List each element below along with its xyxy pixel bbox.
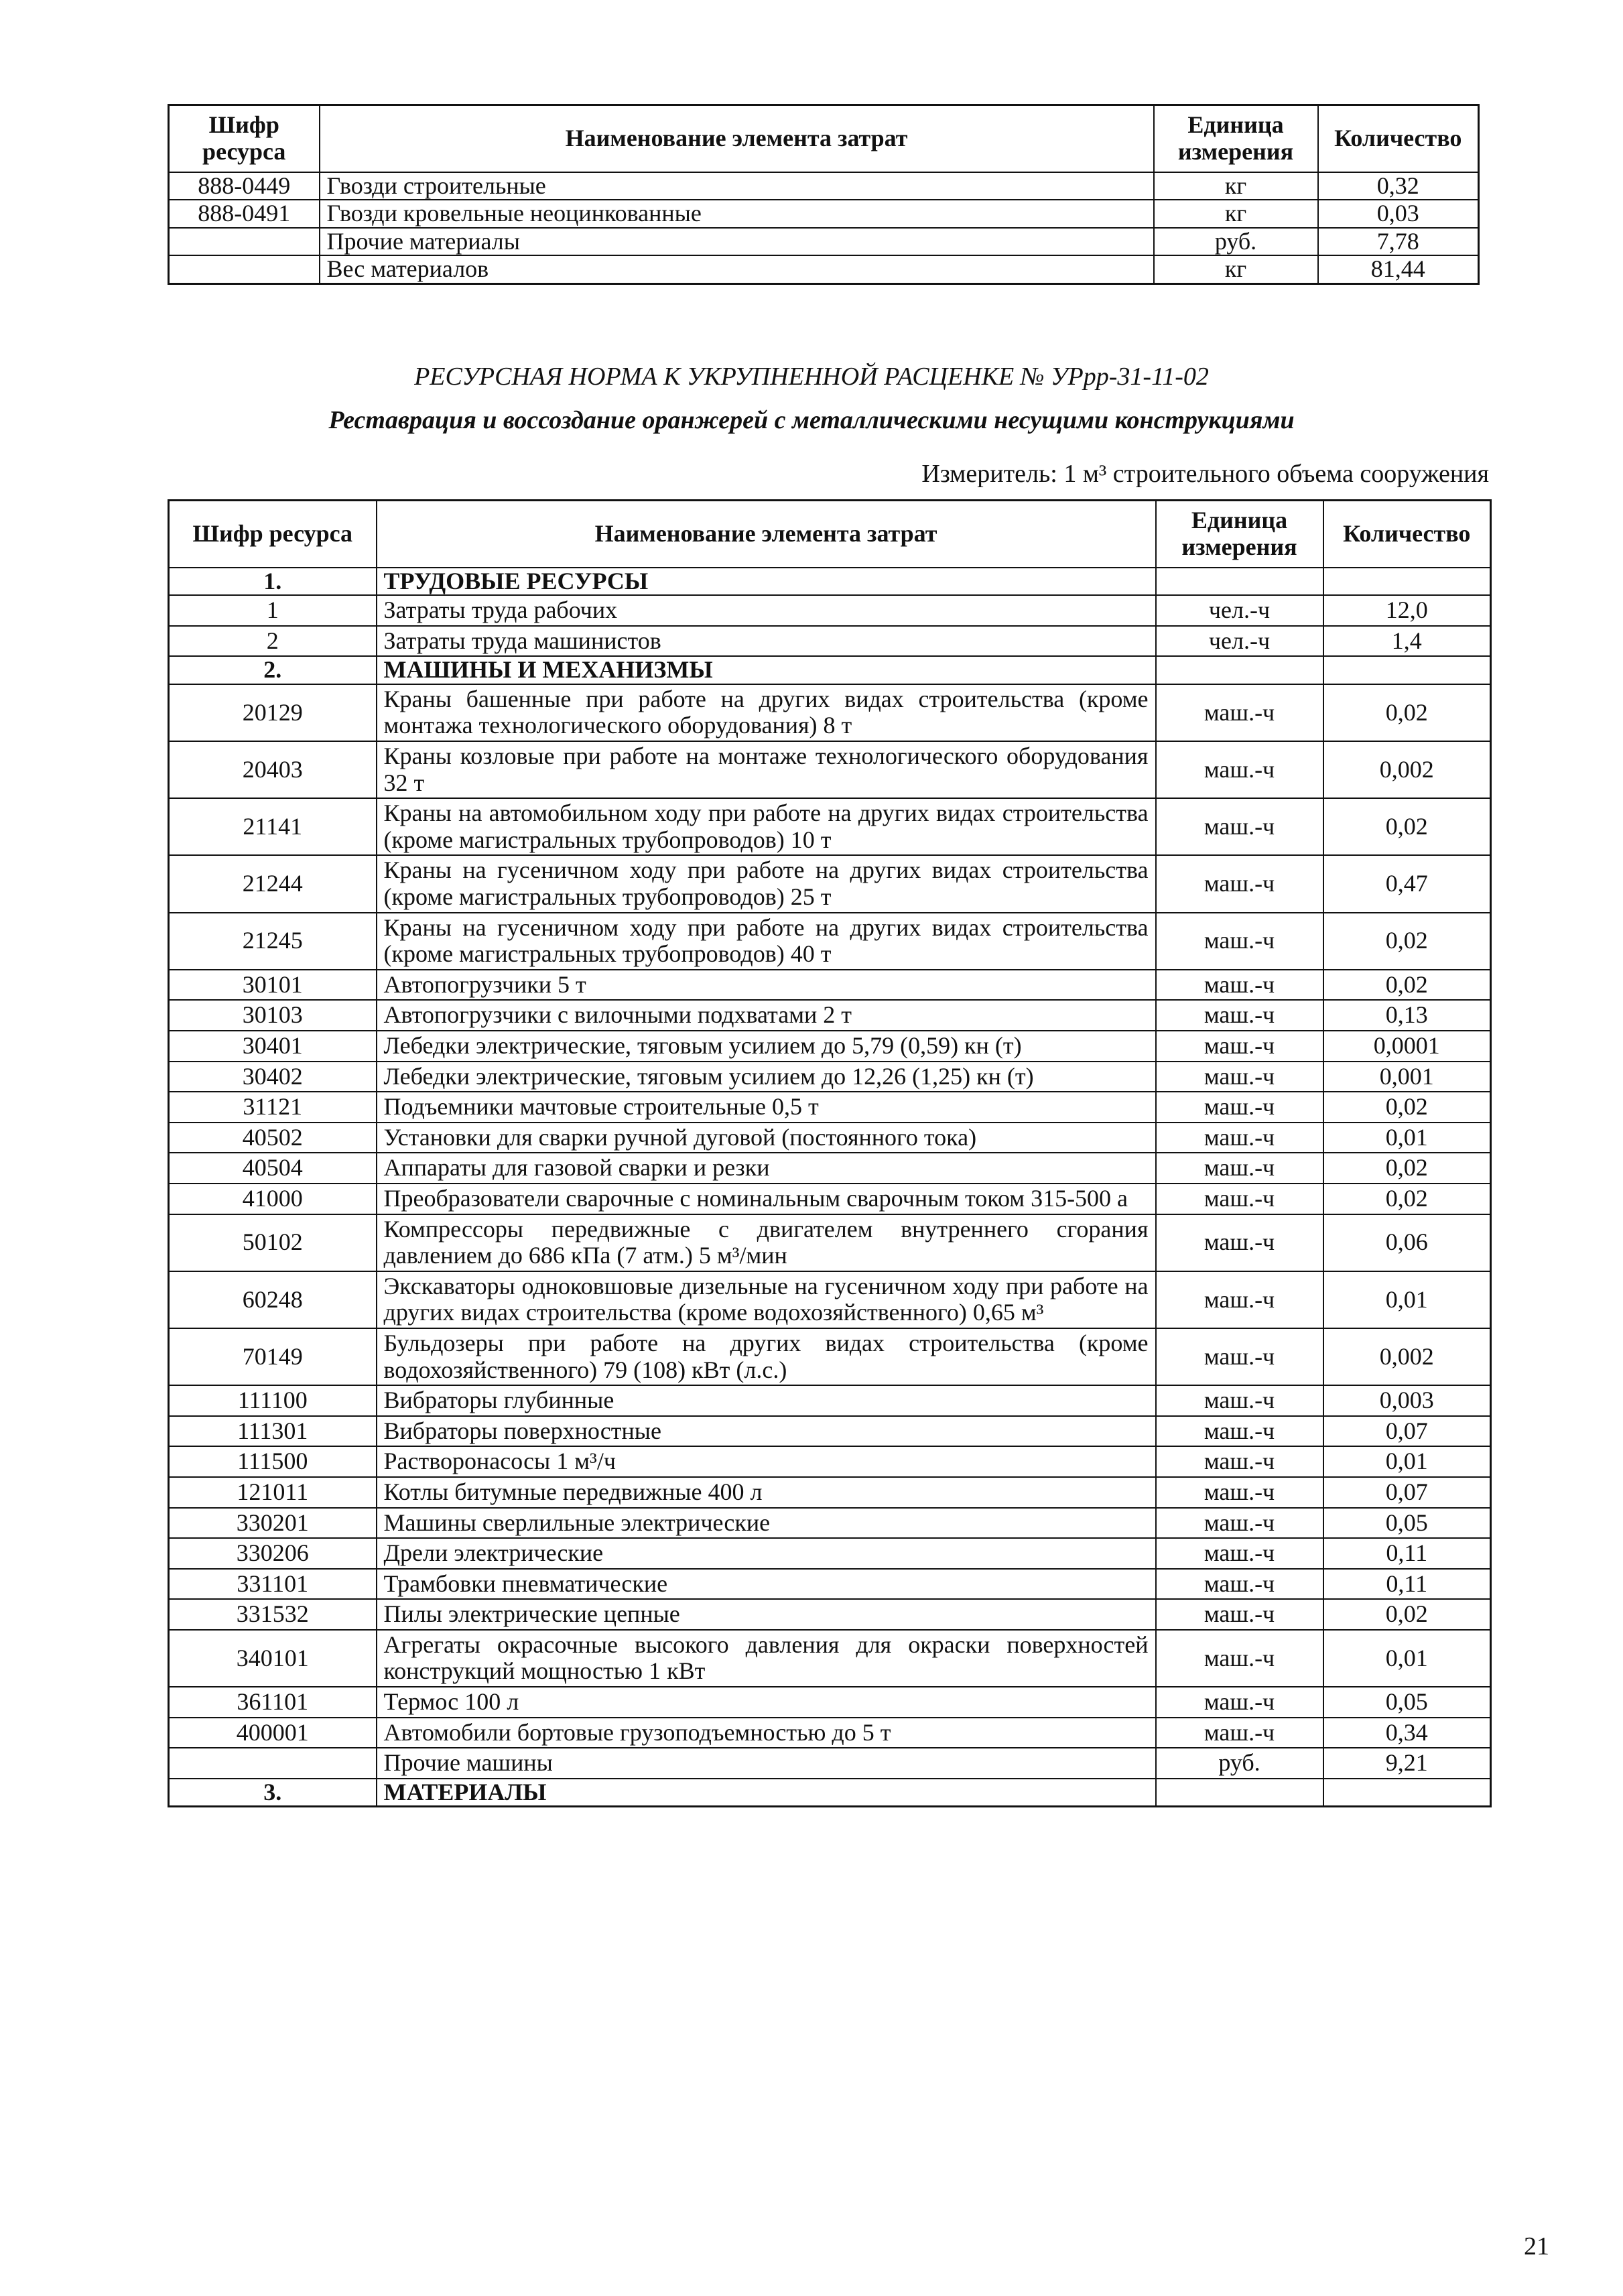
header-unit: Единица измерения <box>1154 105 1318 172</box>
code-cell: 888-0491 <box>169 200 320 228</box>
qty-cell: 12,0 <box>1323 595 1491 626</box>
table-row <box>169 1123 1491 1153</box>
code-cell: 21141 <box>169 798 377 855</box>
unit-cell <box>1156 656 1323 684</box>
table-row <box>169 172 1479 200</box>
name-cell: Краны на гусеничном ходу при работе на других видах строительства (кроме магистральных трубопроводов) 40 т <box>377 913 1156 970</box>
qty-cell: 0,01 <box>1323 1271 1491 1328</box>
code-cell <box>169 1748 377 1779</box>
section-row <box>169 1779 1491 1807</box>
unit-cell: маш.-ч <box>1156 1385 1323 1416</box>
qty-cell: 0,01 <box>1323 1123 1491 1153</box>
table-row <box>169 1446 1491 1477</box>
table-row <box>169 1687 1491 1718</box>
name-cell: Термос 100 л <box>377 1687 1156 1718</box>
qty-cell: 0,32 <box>1318 172 1479 200</box>
unit-cell: маш.-ч <box>1156 913 1323 970</box>
qty-cell: 9,21 <box>1323 1748 1491 1779</box>
unit-cell: маш.-ч <box>1156 855 1323 912</box>
unit-cell: маш.-ч <box>1156 1538 1323 1569</box>
unit-cell: маш.-ч <box>1156 1569 1323 1600</box>
unit-cell: маш.-ч <box>1156 1184 1323 1214</box>
table-row <box>169 1538 1491 1569</box>
qty-cell: 0,02 <box>1323 798 1491 855</box>
table-row <box>169 1214 1491 1271</box>
name-cell: Установки для сварки ручной дуговой (постоянного тока) <box>377 1123 1156 1153</box>
unit-cell: маш.-ч <box>1156 1328 1323 1385</box>
section-row <box>169 568 1491 596</box>
code-cell: 30401 <box>169 1031 377 1062</box>
unit-cell: кг <box>1154 255 1318 283</box>
unit-cell: маш.-ч <box>1156 1477 1323 1508</box>
qty-cell: 0,003 <box>1323 1385 1491 1416</box>
code-cell: 111100 <box>169 1385 377 1416</box>
section-row <box>169 656 1491 684</box>
name-cell: МАШИНЫ И МЕХАНИЗМЫ <box>377 656 1156 684</box>
qty-cell: 0,02 <box>1323 1184 1491 1214</box>
name-cell: Аппараты для газовой сварки и резки <box>377 1153 1156 1184</box>
table-row <box>169 1569 1491 1600</box>
unit-cell: маш.-ч <box>1156 1123 1323 1153</box>
table-row <box>169 1062 1491 1092</box>
table-row <box>169 1153 1491 1184</box>
unit-cell: маш.-ч <box>1156 1416 1323 1447</box>
unit-cell: маш.-ч <box>1156 1214 1323 1271</box>
qty-cell: 0,06 <box>1323 1214 1491 1271</box>
unit-cell: маш.-ч <box>1156 798 1323 855</box>
name-cell: Краны на гусеничном ходу при работе на других видах строительства (кроме магистральных трубопроводов) 25 т <box>377 855 1156 912</box>
header-name: Наименование элемента затрат <box>377 501 1156 568</box>
name-cell: Затраты труда машинистов <box>377 626 1156 657</box>
name-cell: Автопогрузчики с вилочными подхватами 2 т <box>377 1000 1156 1031</box>
table-header-row <box>169 105 1479 172</box>
header-name: Наименование элемента затрат <box>320 105 1154 172</box>
name-cell: Экскаваторы одноковшовые дизельные на гусеничном ходу при работе на других видах строительства (кроме водохозяйственного) 0,65 м³ <box>377 1271 1156 1328</box>
qty-cell: 81,44 <box>1318 255 1479 283</box>
unit-cell: маш.-ч <box>1156 1031 1323 1062</box>
code-cell: 30402 <box>169 1062 377 1092</box>
name-cell: Компрессоры передвижные с двигателем внутреннего сгорания давлением до 686 кПа (7 атм.) 5 м³/мин <box>377 1214 1156 1271</box>
unit-cell: руб. <box>1156 1748 1323 1779</box>
qty-cell: 0,002 <box>1323 1328 1491 1385</box>
code-cell: 121011 <box>169 1477 377 1508</box>
name-cell: Бульдозеры при работе на других видах строительства (кроме водохозяйственного) 79 (108) кВт (л.с.) <box>377 1328 1156 1385</box>
table-row <box>169 255 1479 283</box>
qty-cell <box>1323 568 1491 596</box>
unit-cell: маш.-ч <box>1156 1630 1323 1687</box>
table-row <box>169 1328 1491 1385</box>
name-cell: Лебедки электрические, тяговым усилием до 12,26 (1,25) кн (т) <box>377 1062 1156 1092</box>
qty-cell: 0,02 <box>1323 1599 1491 1630</box>
code-cell: 111500 <box>169 1446 377 1477</box>
name-cell: МАТЕРИАЛЫ <box>377 1779 1156 1807</box>
code-cell: 330206 <box>169 1538 377 1569</box>
unit-cell: маш.-ч <box>1156 684 1323 741</box>
name-cell: Вибраторы поверхностные <box>377 1416 1156 1447</box>
code-cell: 30103 <box>169 1000 377 1031</box>
name-cell: Подъемники мачтовые строительные 0,5 т <box>377 1092 1156 1123</box>
table-row <box>169 1718 1491 1748</box>
unit-cell: маш.-ч <box>1156 1718 1323 1748</box>
unit-cell: чел.-ч <box>1156 595 1323 626</box>
resource-norm-table <box>168 499 1492 1807</box>
code-cell: 21245 <box>169 913 377 970</box>
qty-cell: 0,11 <box>1323 1569 1491 1600</box>
code-cell: 70149 <box>169 1328 377 1385</box>
code-cell: 60248 <box>169 1271 377 1328</box>
table-row <box>169 1385 1491 1416</box>
unit-cell <box>1156 1779 1323 1807</box>
name-cell: Краны на автомобильном ходу при работе на других видах строительства (кроме магистральных трубопроводов) 10 т <box>377 798 1156 855</box>
measure-unit: Измеритель: 1 м³ строительного объема сооружения <box>921 460 1489 488</box>
qty-cell: 0,01 <box>1323 1630 1491 1687</box>
table-row <box>169 1508 1491 1539</box>
code-cell: 20403 <box>169 741 377 798</box>
unit-cell: кг <box>1154 172 1318 200</box>
code-cell: 40504 <box>169 1153 377 1184</box>
code-cell: 361101 <box>169 1687 377 1718</box>
qty-cell: 0,002 <box>1323 741 1491 798</box>
qty-cell: 0,02 <box>1323 1153 1491 1184</box>
table-row <box>169 595 1491 626</box>
name-cell: Гвозди строительные <box>320 172 1154 200</box>
code-cell: 40502 <box>169 1123 377 1153</box>
qty-cell: 7,78 <box>1318 228 1479 256</box>
qty-cell: 0,07 <box>1323 1416 1491 1447</box>
code-cell: 31121 <box>169 1092 377 1123</box>
name-cell: Преобразователи сварочные с номинальным сварочным током 315-500 а <box>377 1184 1156 1214</box>
name-cell: Краны башенные при работе на других видах строительства (кроме монтажа технологического оборудования) 8 т <box>377 684 1156 741</box>
name-cell: Лебедки электрические, тяговым усилием до 5,79 (0,59) кн (т) <box>377 1031 1156 1062</box>
name-cell: Агрегаты окрасочные высокого давления для окраски поверхностей конструкций мощностью 1 кВт <box>377 1630 1156 1687</box>
name-cell: Дрели электрические <box>377 1538 1156 1569</box>
code-cell: 111301 <box>169 1416 377 1447</box>
qty-cell: 0,03 <box>1318 200 1479 228</box>
name-cell: Пилы электрические цепные <box>377 1599 1156 1630</box>
qty-cell: 0,11 <box>1323 1538 1491 1569</box>
code-cell: 1 <box>169 595 377 626</box>
unit-cell <box>1156 568 1323 596</box>
code-cell: 2 <box>169 626 377 657</box>
unit-cell: маш.-ч <box>1156 1271 1323 1328</box>
table-row <box>169 1630 1491 1687</box>
qty-cell: 1,4 <box>1323 626 1491 657</box>
header-qty: Количество <box>1323 501 1491 568</box>
qty-cell: 0,47 <box>1323 855 1491 912</box>
name-cell: Прочие машины <box>377 1748 1156 1779</box>
unit-cell: маш.-ч <box>1156 741 1323 798</box>
name-cell: Краны козловые при работе на монтаже технологического оборудования 32 т <box>377 741 1156 798</box>
qty-cell <box>1323 656 1491 684</box>
header-qty: Количество <box>1318 105 1479 172</box>
code-cell: 330201 <box>169 1508 377 1539</box>
page-title: РЕСУРСНАЯ НОРМА К УКРУПНЕННОЙ РАСЦЕНКЕ № УРрр-31-11-02 <box>414 363 1209 391</box>
code-cell <box>169 255 320 283</box>
qty-cell: 0,02 <box>1323 913 1491 970</box>
table-row <box>169 1477 1491 1508</box>
unit-cell: руб. <box>1154 228 1318 256</box>
table-row <box>169 1416 1491 1447</box>
table-row <box>169 1000 1491 1031</box>
qty-cell: 0,02 <box>1323 684 1491 741</box>
qty-cell: 0,02 <box>1323 1092 1491 1123</box>
code-cell: 888-0449 <box>169 172 320 200</box>
code-cell: 340101 <box>169 1630 377 1687</box>
qty-cell: 0,05 <box>1323 1687 1491 1718</box>
name-cell: Прочие материалы <box>320 228 1154 256</box>
code-cell: 2. <box>169 656 377 684</box>
code-cell: 21244 <box>169 855 377 912</box>
name-cell: Вибраторы глубинные <box>377 1385 1156 1416</box>
name-cell: Вес материалов <box>320 255 1154 283</box>
code-cell: 1. <box>169 568 377 596</box>
code-cell <box>169 228 320 256</box>
qty-cell: 0,13 <box>1323 1000 1491 1031</box>
unit-cell: чел.-ч <box>1156 626 1323 657</box>
code-cell: 50102 <box>169 1214 377 1271</box>
header-unit: Единица измерения <box>1156 501 1323 568</box>
table-row <box>169 1184 1491 1214</box>
qty-cell: 0,07 <box>1323 1477 1491 1508</box>
name-cell: Автомобили бортовые грузоподъемностью до 5 т <box>377 1718 1156 1748</box>
name-cell: Гвозди кровельные неоцинкованные <box>320 200 1154 228</box>
materials-table-continued <box>168 104 1480 285</box>
table-row <box>169 741 1491 798</box>
unit-cell: маш.-ч <box>1156 1092 1323 1123</box>
code-cell: 331101 <box>169 1569 377 1600</box>
table-row <box>169 684 1491 741</box>
qty-cell: 0,02 <box>1323 970 1491 1001</box>
table-row <box>169 798 1491 855</box>
name-cell: Затраты труда рабочих <box>377 595 1156 626</box>
name-cell: ТРУДОВЫЕ РЕСУРСЫ <box>377 568 1156 596</box>
table-row <box>169 1748 1491 1779</box>
code-cell: 30101 <box>169 970 377 1001</box>
page-number: 21 <box>1524 2232 1549 2260</box>
code-cell: 3. <box>169 1779 377 1807</box>
table-row <box>169 970 1491 1001</box>
qty-cell <box>1323 1779 1491 1807</box>
qty-cell: 0,001 <box>1323 1062 1491 1092</box>
table-header-row <box>169 501 1491 568</box>
qty-cell: 0,05 <box>1323 1508 1491 1539</box>
table-row <box>169 1271 1491 1328</box>
name-cell: Трамбовки пневматические <box>377 1569 1156 1600</box>
unit-cell: маш.-ч <box>1156 1000 1323 1031</box>
qty-cell: 0,01 <box>1323 1446 1491 1477</box>
name-cell: Растворонасосы 1 м³/ч <box>377 1446 1156 1477</box>
table-row <box>169 855 1491 912</box>
unit-cell: маш.-ч <box>1156 1508 1323 1539</box>
page-subtitle: Реставрация и воссоздание оранжерей с металлическими несущими конструкциями <box>328 406 1295 434</box>
unit-cell: маш.-ч <box>1156 1687 1323 1718</box>
header-code: Шифр ресурса <box>169 105 320 172</box>
table-row <box>169 1092 1491 1123</box>
code-cell: 20129 <box>169 684 377 741</box>
unit-cell: маш.-ч <box>1156 970 1323 1001</box>
unit-cell: маш.-ч <box>1156 1153 1323 1184</box>
table-row <box>169 228 1479 256</box>
qty-cell: 0,0001 <box>1323 1031 1491 1062</box>
table-row <box>169 1599 1491 1630</box>
table-row <box>169 913 1491 970</box>
table-row <box>169 626 1491 657</box>
header-code: Шифр ресурса <box>169 501 377 568</box>
unit-cell: маш.-ч <box>1156 1599 1323 1630</box>
code-cell: 400001 <box>169 1718 377 1748</box>
code-cell: 41000 <box>169 1184 377 1214</box>
unit-cell: маш.-ч <box>1156 1446 1323 1477</box>
qty-cell: 0,34 <box>1323 1718 1491 1748</box>
unit-cell: маш.-ч <box>1156 1062 1323 1092</box>
name-cell: Котлы битумные передвижные 400 л <box>377 1477 1156 1508</box>
name-cell: Автопогрузчики 5 т <box>377 970 1156 1001</box>
unit-cell: кг <box>1154 200 1318 228</box>
name-cell: Машины сверлильные электрические <box>377 1508 1156 1539</box>
table-row <box>169 200 1479 228</box>
code-cell: 331532 <box>169 1599 377 1630</box>
table-row <box>169 1031 1491 1062</box>
